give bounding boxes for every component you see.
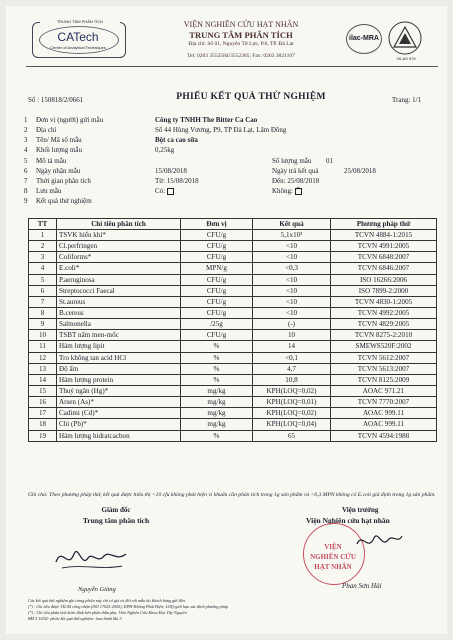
info-num: 2 [24, 126, 28, 134]
cell-chi-tieu: Salmonella [57, 319, 181, 330]
cell-don-vi: mg/kg [181, 397, 253, 408]
director-center: Trung tâm phân tích [82, 516, 150, 525]
logo-top-text: TRUNG TÂM PHÂN TÍCH [40, 19, 120, 24]
cell-don-vi: MPN/g [181, 263, 253, 274]
cell-don-vi: % [181, 430, 253, 441]
cell-don-vi: CFU/g [181, 230, 253, 241]
footer-line: (*) : Chỉ tiêu được VILAS công nhận (ISO 17025:2005); KPH-Không Phát Hiện; LOQ-giới hạn xác định phương pháp [28, 604, 228, 609]
address: Địa chỉ: Số 01, Nguyên Tử Lực, P.8, TP. Đà Lạt [188, 41, 294, 47]
table-row [29, 408, 437, 419]
cell-ket-qua: <10 [253, 252, 331, 263]
head-name: Phan Sơn Hải [342, 582, 382, 590]
cell-tt: 2 [29, 241, 57, 252]
cell-ket-qua: <10 [253, 274, 331, 285]
cell-tt: 11 [29, 341, 57, 352]
cell-chi-tieu: TSVK hiếu khí* [57, 230, 181, 241]
head-title: Viện trưởng [342, 506, 379, 514]
info-value: 25/08/2018 [344, 167, 376, 175]
cell-phuong-phap: TCVN 4829:2005 [331, 319, 437, 330]
luu-mau-co-label: Có: [155, 187, 166, 195]
table-row [29, 363, 437, 374]
cell-tt: 4 [29, 263, 57, 274]
vilas-triangle-icon [387, 20, 423, 56]
cell-phuong-phap: TCVN 4884-1:2015 [331, 230, 437, 241]
table-row [29, 230, 437, 241]
cell-phuong-phap: AOAC 999.11 [331, 419, 437, 430]
cell-tt: 15 [29, 385, 57, 396]
cell-phuong-phap: TCVN 4594:1988 [331, 430, 437, 441]
cell-chi-tieu: Độ ẩm [57, 363, 181, 374]
table-row [29, 341, 437, 352]
cell-ket-qua: 65 [253, 430, 331, 441]
center-name: TRUNG TÂM PHÂN TÍCH [189, 30, 293, 40]
cell-tt: 17 [29, 408, 57, 419]
cell-chi-tieu: Chì (Pb)* [57, 419, 181, 430]
cell-chi-tieu: Coliforms* [57, 252, 181, 263]
cell-phuong-phap: AOAC 971.21 [331, 385, 437, 396]
cell-tt: 10 [29, 330, 57, 341]
cell-phuong-phap: TCVN 4992:2005 [331, 307, 437, 318]
cell-don-vi: CFU/g [181, 296, 253, 307]
report-number: Số : 150818/2/0661 [28, 96, 84, 104]
table-row [29, 263, 437, 274]
cell-phuong-phap: TCVN 7770:2007 [331, 397, 437, 408]
cell-chi-tieu: St.aureus [57, 296, 181, 307]
table-row [29, 241, 437, 252]
info-label: Khối lượng mẫu [36, 146, 82, 154]
col-header-don-vi: Đơn vị [181, 219, 253, 230]
col-header-phuong-phap: Phương pháp thử [331, 219, 437, 230]
cell-phuong-phap: TCVN 8275-2:2010 [331, 330, 437, 341]
cell-ket-qua: <10 [253, 296, 331, 307]
info-num: 3 [24, 136, 28, 144]
info-num: 5 [24, 157, 28, 165]
cell-chi-tieu: Hàm lượng lipit [57, 341, 181, 352]
luu-mau-khong-label: Không: [272, 187, 293, 195]
report-title: PHIẾU KẾT QUẢ THỬ NGHIỆM [176, 92, 326, 102]
director-title: Giám đốc [101, 506, 131, 514]
info-label: Số lượng mẫu [272, 157, 312, 165]
cell-don-vi: CFU/g [181, 285, 253, 296]
cell-don-vi: % [181, 352, 253, 363]
info-value: Đến: 25/08/2018 [272, 177, 320, 185]
institute-name: VIỆN NGHIÊN CỨU HẠT NHÂN [183, 20, 299, 29]
col-header-chi-tieu: Chỉ tiêu phân tích [57, 219, 181, 230]
logo-subtitle: Center of Analytical Techniques [50, 45, 106, 50]
head-institute: Viện Nghiên cứu hạt nhân [306, 516, 390, 525]
cell-phuong-phap: AOAC 999.11 [331, 408, 437, 419]
results-table [28, 218, 437, 442]
cell-tt: 18 [29, 419, 57, 430]
cell-chi-tieu: Cadimi (Cd)* [57, 408, 181, 419]
table-row [29, 252, 437, 263]
cell-phuong-phap: TCVN 5613:2007 [331, 363, 437, 374]
ilac-mra-logo: ilac-MRA [346, 24, 382, 54]
cell-tt: 12 [29, 352, 57, 363]
info-label: Thời gian phân tích [36, 177, 91, 185]
cell-tt: 3 [29, 252, 57, 263]
cell-chi-tieu: Hàm lượng protein [57, 374, 181, 385]
vilas-code: VILAS 979 [396, 56, 416, 61]
footer-line: (*) : Chỉ tiêu phân tích kiểm định bên phân thầu phụ: Viện Nghiên Cứu Khoa Học Tây Nguyên [28, 610, 187, 615]
cell-tt: 7 [29, 296, 57, 307]
cell-phuong-phap: ISO 7899-2:2000 [331, 285, 437, 296]
stamp-text: VIỆN NGHIÊN CỨU HẠT NHÂN [310, 543, 356, 571]
cell-ket-qua: <0,3 [253, 263, 331, 274]
cell-don-vi: CFU/g [181, 330, 253, 341]
info-value: 15/08/2018 [155, 167, 187, 175]
cell-don-vi: mg/kg [181, 419, 253, 430]
cell-chi-tieu: Arsen (As)* [57, 397, 181, 408]
cell-tt: 8 [29, 307, 57, 318]
table-row [29, 274, 437, 285]
cell-phuong-phap: TCVN 6848:2007 [331, 252, 437, 263]
director-name: Nguyễn Giàng [78, 586, 116, 593]
cell-tt: 6 [29, 285, 57, 296]
page-number: Trang: 1/1 [392, 96, 422, 104]
cell-phuong-phap: TCVN 6846:2007 [331, 263, 437, 274]
cell-don-vi: % [181, 341, 253, 352]
table-row [29, 397, 437, 408]
cell-chi-tieu: P.aeruginosa [57, 274, 181, 285]
cell-don-vi: CFU/g [181, 252, 253, 263]
cell-phuong-phap: TCVN 4830-1:2005 [331, 296, 437, 307]
cell-chi-tieu: TSBT nấm men-mốc [57, 330, 181, 341]
footer-line: BM 5.10/02- phiếu kết quả thử nghiệm - ban hành lần 3 [28, 616, 122, 621]
cell-ket-qua: 4,7 [253, 363, 331, 374]
director-signature [52, 540, 132, 576]
cell-ket-qua: <10 [253, 285, 331, 296]
cell-tt: 19 [29, 430, 57, 441]
cell-don-vi: % [181, 363, 253, 374]
cell-don-vi: CFU/g [181, 307, 253, 318]
cell-don-vi: mg/kg [181, 408, 253, 419]
cell-don-vi: mg/kg [181, 385, 253, 396]
cell-tt: 16 [29, 397, 57, 408]
cell-phuong-phap: ISO 16266:2006 [331, 274, 437, 285]
luu-mau-khong-checkbox[interactable] [295, 188, 302, 195]
info-num: 6 [24, 167, 28, 175]
cell-don-vi: CFU/g [181, 241, 253, 252]
table-row [29, 374, 437, 385]
cell-tt: 9 [29, 319, 57, 330]
info-num: 8 [24, 187, 28, 195]
cell-ket-qua: KPH(LOQ=0,01) [253, 397, 331, 408]
info-label: Đơn vị (người) gửi mẫu [36, 116, 104, 124]
table-row [29, 385, 437, 396]
info-label: Ngày trả kết quả [272, 167, 319, 175]
table-row [29, 307, 437, 318]
cell-chi-tieu: Cl.perfringen [57, 241, 181, 252]
cell-phuong-phap: TCVN 4991:2005 [331, 241, 437, 252]
table-row [29, 430, 437, 441]
col-header-ket-qua: Kết quả [253, 219, 331, 230]
cell-ket-qua: KPH(LOQ=0,04) [253, 419, 331, 430]
info-value: Công ty TNHH The Bitter Ca Cao [155, 116, 258, 124]
info-num: 9 [24, 197, 28, 205]
cell-phuong-phap: TCVN 8125:2009 [331, 374, 437, 385]
info-num: 4 [24, 146, 28, 154]
cell-ket-qua: 10 [253, 330, 331, 341]
cell-tt: 13 [29, 363, 57, 374]
luu-mau-co-checkbox[interactable] [167, 188, 174, 195]
cell-don-vi: /25g [181, 319, 253, 330]
info-value: Từ: 15/08/2018 [155, 177, 199, 185]
header-divider [26, 66, 438, 67]
cell-chi-tieu: B.cereus [57, 307, 181, 318]
cell-ket-qua: KPH(LOQ=0,02) [253, 408, 331, 419]
cell-chi-tieu: Hàm lượng hidratcacbon [57, 430, 181, 441]
cell-tt: 5 [29, 274, 57, 285]
info-label: Ngày nhận mẫu [36, 167, 81, 175]
footer-line: Các kết quả thử nghiệm ghi trong phiếu này chỉ có giá trị đối với mẫu do khách hàng gửi đến. [28, 598, 186, 603]
info-value: 0,25kg [155, 146, 175, 154]
footer-notes [28, 598, 438, 622]
cell-chi-tieu: Tro không tan acid HCl [57, 352, 181, 363]
table-row [29, 352, 437, 363]
info-value: Bột ca cao sữa [155, 136, 198, 144]
cell-ket-qua: (-) [253, 319, 331, 330]
info-label: Mô tả mẫu [36, 157, 67, 165]
cell-chi-tieu: Streptococci Faecal [57, 285, 181, 296]
info-label: Địa chỉ [36, 126, 57, 134]
phone-fax: Tel: 0263 3552584/3552365; Fax: 0263 3821107 [187, 53, 295, 59]
info-label: Lưu mẫu [36, 187, 62, 195]
cell-chi-tieu: Thuỷ ngân (Hg)* [57, 385, 181, 396]
head-signature [354, 526, 404, 556]
info-num: 1 [24, 116, 28, 124]
report-page [6, 6, 447, 634]
note-text: Ghi chú: Theo phương pháp thử, kết quả được hiểu thị <10 cfu không phát hiện vi khuẩn cần phân tích trong 1g sản phẩm và <0,3 MPN không có E.coli giả định trong 1g sản phẩm. [28, 492, 436, 498]
info-value: Số 44 Hùng Vương, P9, TP Đà Lạt, Lâm Đồng [155, 126, 287, 134]
table-row [29, 285, 437, 296]
cell-ket-qua: 14 [253, 341, 331, 352]
cell-ket-qua: 5,1x10³ [253, 230, 331, 241]
cell-tt: 14 [29, 374, 57, 385]
table-row [29, 319, 437, 330]
cell-ket-qua: <0,1 [253, 352, 331, 363]
cell-ket-qua: <10 [253, 241, 331, 252]
cell-don-vi: CFU/g [181, 274, 253, 285]
table-row [29, 296, 437, 307]
cell-phuong-phap: SMEWS520F:2002 [331, 341, 437, 352]
cell-don-vi: % [181, 374, 253, 385]
table-row [29, 419, 437, 430]
info-label: Kết quả thử nghiệm [36, 197, 92, 205]
cell-chi-tieu: E.coli* [57, 263, 181, 274]
info-value: 01 [326, 157, 333, 165]
info-label: Tên/ Mã số mẫu [36, 136, 82, 144]
cell-ket-qua: KPH(LOQ=0,02) [253, 385, 331, 396]
table-header-row [29, 219, 437, 230]
table-row [29, 330, 437, 341]
cell-phuong-phap: TCVN 5612:2007 [331, 352, 437, 363]
info-num: 7 [24, 177, 28, 185]
logo-text: CATech [57, 30, 99, 44]
cell-ket-qua: 10,8 [253, 374, 331, 385]
col-header-tt: TT [29, 219, 57, 230]
cell-ket-qua: <10 [253, 307, 331, 318]
cell-tt: 1 [29, 230, 57, 241]
